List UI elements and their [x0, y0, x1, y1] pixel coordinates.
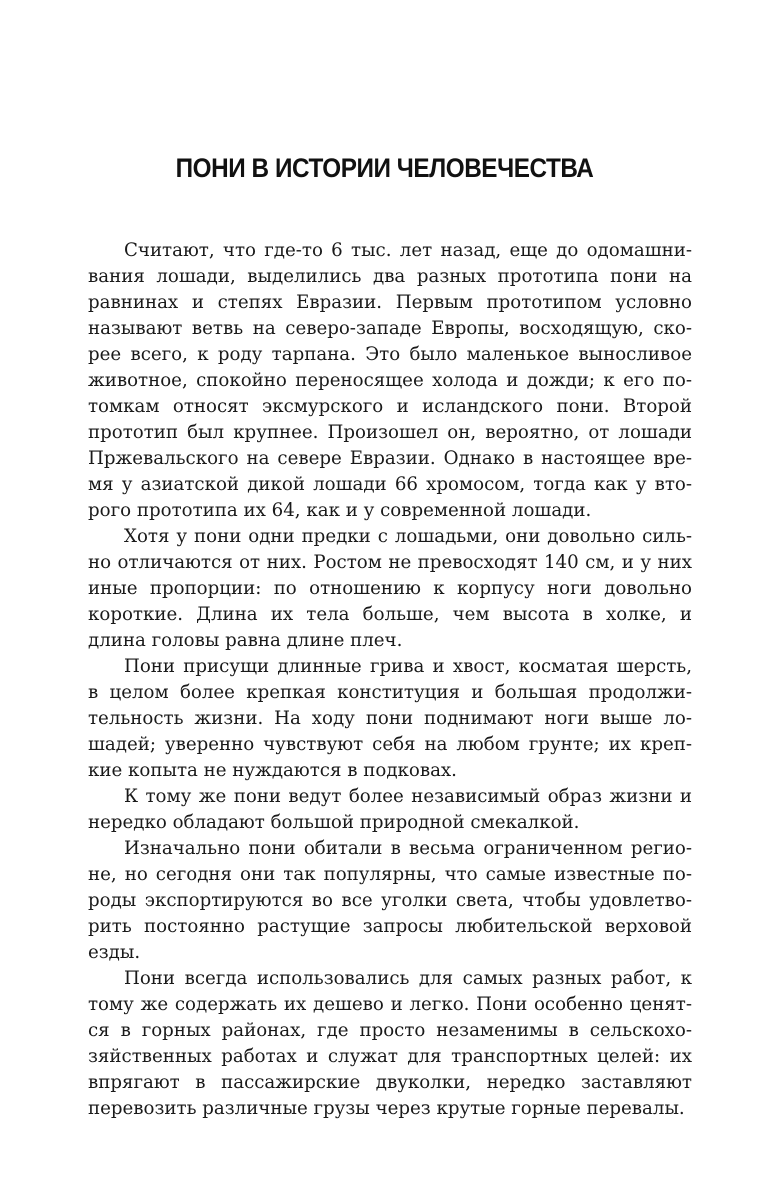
- text-line: Пони присущи длинные грива и хвост, косматая шерсть,: [124, 656, 692, 677]
- text-line: но отличаются от них. Ростом не превосходят 140 см, и у них: [88, 552, 692, 573]
- text-line: тельность жизни. На ходу пони поднимают ноги выше ло-: [88, 708, 692, 729]
- text-line: Пони всегда использовались для самых разных работ, к: [124, 968, 692, 989]
- text-line: в целом более крепкая конституция и большая продолжи-: [88, 682, 692, 703]
- text-line: кие копыта не нуждаются в подковах.: [88, 760, 457, 781]
- text-line: вания лошади, выделились два разных прототипа пони на: [88, 266, 692, 287]
- text-line: рить постоянно растущие запросы любительской верховой: [88, 916, 692, 937]
- paragraph: [88, 524, 692, 654]
- text-line: езды.: [88, 942, 141, 963]
- text-line: К тому же пони ведут более независимый образ жизни и: [124, 786, 692, 807]
- paragraph: [88, 966, 692, 1122]
- text-line: называют ветвь на северо-западе Европы, восходящую, ско-: [88, 318, 692, 339]
- text-line: рого прототипа их 64, как и у современной лошади.: [88, 500, 592, 521]
- chapter-title: ПОНИ В ИСТОРИИ ЧЕЛОВЕЧЕСТВА: [175, 153, 594, 183]
- text-line: прототип был крупнее. Произошел он, вероятно, от лошади: [88, 422, 692, 443]
- paragraph: [88, 654, 692, 784]
- text-line: Изначально пони обитали в весьма ограниченном регио-: [124, 838, 692, 859]
- text-line: рее всего, к роду тарпана. Это было маленькое выносливое: [88, 344, 692, 365]
- text-line: зяйственных работах и служат для транспортных целей: их: [88, 1046, 692, 1067]
- text-line: нередко обладают большой природной смекалкой.: [88, 812, 580, 833]
- text-line: Считают, что где-то 6 тыс. лет назад, еще до одомашни-: [124, 240, 692, 261]
- text-line: перевозить различные грузы через крутые горные перевалы.: [88, 1098, 685, 1119]
- text-line: равнинах и степях Евразии. Первым прототипом условно: [88, 292, 692, 313]
- text-line: впрягают в пассажирские двуколки, нередко заставляют: [88, 1072, 692, 1093]
- text-line: длина головы равна длине плеч.: [88, 630, 403, 651]
- text-line: роды экспортируются во все уголки света, чтобы удовлетво-: [88, 890, 692, 911]
- paragraph: [88, 784, 692, 836]
- text-line: короткие. Длина их тела больше, чем высота в холке, и: [88, 604, 692, 625]
- text-line: шадей; уверенно чувствуют себя на любом грунте; их креп-: [88, 734, 692, 755]
- text-line: томкам относят эксмурского и исландского пони. Второй: [88, 396, 692, 417]
- text-line: животное, спокойно переносящее холода и дожди; к его по-: [88, 370, 692, 391]
- paragraph: [88, 836, 692, 966]
- text-line: Хотя у пони одни предки с лошадьми, они довольно силь-: [124, 526, 692, 547]
- text-line: не, но сегодня они так популярны, что самые известные по-: [88, 864, 692, 885]
- body-text: [88, 238, 692, 1122]
- text-line: иные пропорции: по отношению к корпусу ноги довольно: [88, 578, 692, 599]
- text-line: Пржевальского на севере Евразии. Однако в настоящее вре-: [88, 448, 692, 469]
- text-line: ся в горных районах, где просто незаменимы в сельскохо-: [88, 1020, 692, 1041]
- paragraph: [88, 238, 692, 524]
- text-line: мя у азиатской дикой лошади 66 хромосом, тогда как у вто-: [88, 474, 692, 495]
- text-line: тому же содержать их дешево и легко. Пони особенно ценят-: [88, 994, 692, 1015]
